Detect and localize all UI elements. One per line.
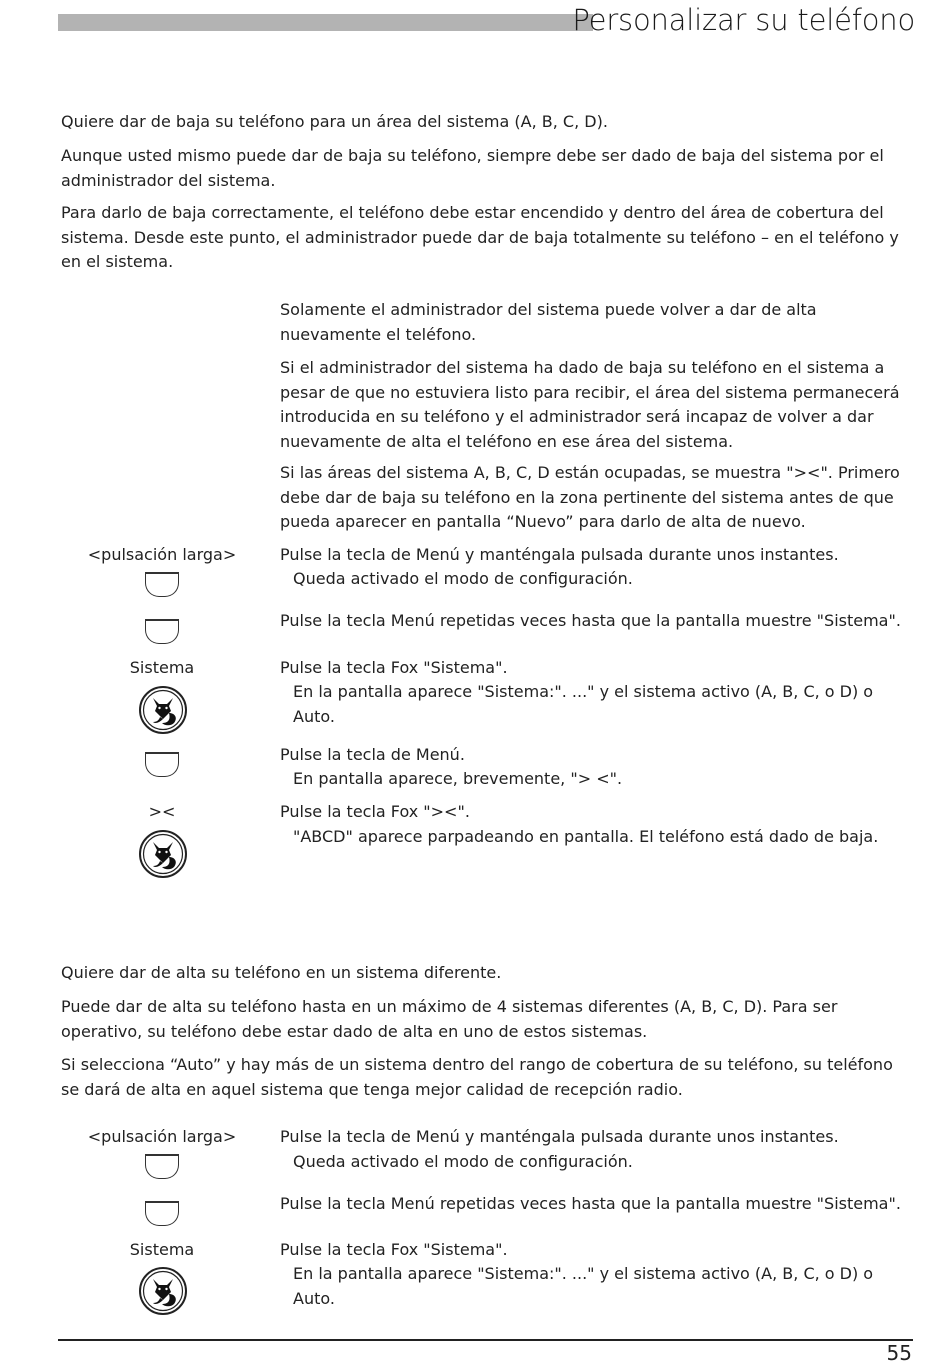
menu-key-icon xyxy=(145,1201,179,1226)
page-title: Personalizar su teléfono xyxy=(572,3,915,37)
intro-paragraph: Aunque usted mismo puede dar de baja su teléfono, siempre debe ser dado de baja del sistema por el administrador del sistema. xyxy=(61,146,884,190)
page-number: 55 xyxy=(886,1341,912,1365)
step-text: Pulse la tecla de Menú. xyxy=(280,745,465,764)
intro-paragraph: Si selecciona “Auto” y hay más de un sistema dentro del rango de cobertura de su teléfono, su teléfono se dará de alta en aquel sistema que tenga mejor calidad de recepción radio. xyxy=(61,1055,893,1099)
menu-key-icon xyxy=(145,1154,179,1179)
step-label: <pulsación larga> xyxy=(87,1127,237,1146)
step-label: Sistema xyxy=(129,658,195,677)
intro-paragraph: Quiere dar de alta su teléfono en un sistema diferente. xyxy=(61,963,502,982)
step-result: Queda activado el modo de configuración. xyxy=(293,569,633,588)
footer-rule xyxy=(58,1339,913,1341)
step-label: >< xyxy=(148,802,176,821)
intro-paragraph: Para darlo de baja correctamente, el teléfono debe estar encendido y dentro del área de cobertura del sistema. Desde este punto, el administrador puede dar de baja totalmente su teléfono – en el teléfono y en el sistema. xyxy=(61,203,899,271)
menu-key-icon xyxy=(145,619,179,644)
step-text: Pulse la tecla de Menú y manténgala pulsada durante unos instantes. xyxy=(280,1127,839,1146)
step-text: Pulse la tecla Menú repetidas veces hasta que la pantalla muestre "Sistema". xyxy=(280,1194,901,1213)
fox-key-icon xyxy=(138,1266,188,1316)
note-paragraph: Si el administrador del sistema ha dado de baja su teléfono en el sistema a pesar de que no estuviera listo para recibir, el área del sistema permanecerá introducida en su teléfono y el administrador será incapaz de volver a dar nuevamente de alta el teléfono en ese área del sistema. xyxy=(280,358,900,451)
step-result: En la pantalla aparece "Sistema:". ..." y el sistema activo (A, B, C, o D) o Auto. xyxy=(293,682,874,726)
fox-key-icon xyxy=(138,685,188,735)
intro-paragraph: Quiere dar de baja su teléfono para un área del sistema (A, B, C, D). xyxy=(61,112,608,131)
step-label: Sistema xyxy=(129,1240,195,1259)
note-paragraph: Solamente el administrador del sistema puede volver a dar de alta nuevamente el teléfono. xyxy=(280,300,817,344)
step-text: Pulse la tecla Fox "><". xyxy=(280,802,470,821)
step-text: Pulse la tecla de Menú y manténgala pulsada durante unos instantes. xyxy=(280,545,839,564)
fox-key-icon xyxy=(138,829,188,879)
note-paragraph: Si las áreas del sistema A, B, C, D están ocupadas, se muestra "><". Primero debe dar de baja su teléfono en la zona pertinente del sistema antes de que pueda aparecer en pantalla “Nuevo” para darlo de alta de nuevo. xyxy=(280,463,900,531)
intro-paragraph: Puede dar de alta su teléfono hasta en un máximo de 4 sistemas diferentes (A, B, C, D). Para ser operativo, su teléfono debe estar dado de alta en uno de estos sistemas. xyxy=(61,997,838,1041)
step-label: <pulsación larga> xyxy=(87,545,237,564)
menu-key-icon xyxy=(145,752,179,777)
step-result: En pantalla aparece, brevemente, "> <". xyxy=(293,769,623,788)
step-result: "ABCD" aparece parpadeando en pantalla. El teléfono está dado de baja. xyxy=(293,827,879,846)
step-result: En la pantalla aparece "Sistema:". ..." y el sistema activo (A, B, C, o D) o Auto. xyxy=(293,1264,874,1308)
menu-key-icon xyxy=(145,572,179,597)
step-text: Pulse la tecla Fox "Sistema". xyxy=(280,658,508,677)
step-text: Pulse la tecla Fox "Sistema". xyxy=(280,1240,508,1259)
step-text: Pulse la tecla Menú repetidas veces hasta que la pantalla muestre "Sistema". xyxy=(280,611,901,630)
step-result: Queda activado el modo de configuración. xyxy=(293,1152,633,1171)
header-bar xyxy=(58,14,593,31)
